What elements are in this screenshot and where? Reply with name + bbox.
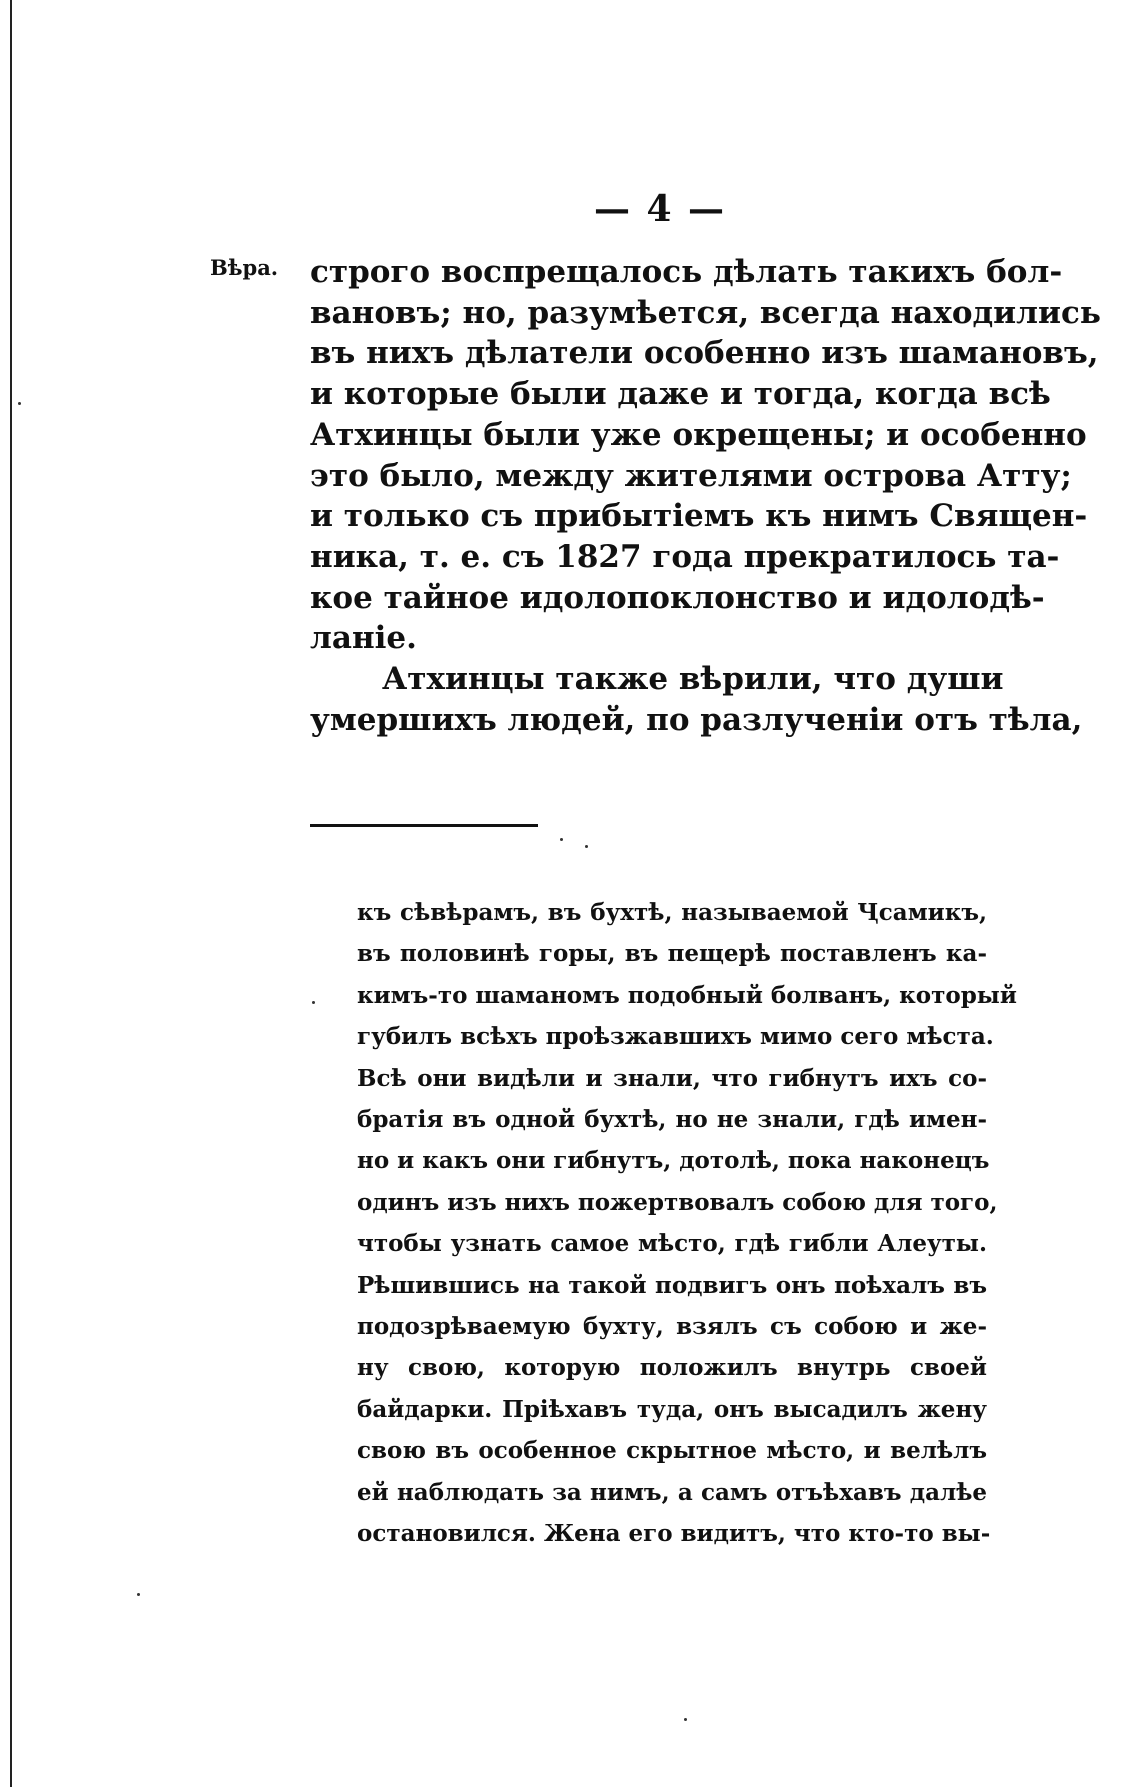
footnote-line: но и какъ они гибнутъ, дотолѣ, пока наконецъ [357,1147,990,1175]
main-text-line: строго воспрещалось дѣлать такихъ бол- [310,254,1063,290]
footnote-line: братія въ одной бухтѣ, но не знали, гдѣ имен- [357,1106,987,1134]
footnote-line: къ сѣвѣрамъ, въ бухтѣ, называемой Ҷсамикъ, [357,899,987,926]
main-text [310,252,1101,740]
page-number: — 4 — [593,188,727,230]
scan-speck [585,845,588,848]
scan-speck [18,402,21,405]
footnote-line: въ половинѣ горы, въ пещерѣ поставленъ ка- [357,940,987,968]
footnote-separator-rule [310,824,538,827]
footnote [357,892,1017,1555]
footnote-line: ей наблюдать за нимъ, а самъ отъѣхавъ далѣе [357,1478,987,1506]
page-edge-line [10,0,12,1787]
main-text-line: умершихъ людей, по разлученіи отъ тѣла, [310,701,1083,738]
footnote-line: кимъ-то шаманомъ подобный болванъ, который [357,981,1017,1009]
scan-speck [137,1593,140,1596]
main-text-line: ника, т. е. съ 1827 года прекратилось та- [310,538,1060,575]
footnote-line: остановился. Жена его видитъ, что кто-то вы- [357,1520,991,1548]
footnote-line: ну свою, которую положилъ внутрь своей [357,1354,987,1382]
main-text-line: Атхинцы были уже окрещены; и особенно [310,416,1087,453]
main-text-line: Атхинцы также вѣрили, что души [382,661,1004,698]
main-text-line: это было, между жителями острова Атту; [310,457,1072,494]
footnote-line: чтобы узнать самое мѣсто, гдѣ гибли Алеуты. [357,1230,987,1258]
scan-speck [684,1718,687,1721]
footnote-line: Рѣшившись на такой подвигъ онъ поѣхалъ въ [357,1271,987,1299]
main-text-line: и только съ прибытіемъ къ нимъ Священ- [310,498,1088,535]
footnote-line: одинъ изъ нихъ пожертвовалъ собою для того, [357,1188,998,1216]
main-text-line: и которые были даже и тогда, когда всѣ [310,376,1051,413]
main-text-line: кое тайное идолопоклонство и идолодѣ- [310,579,1045,616]
main-text-line: ланіе. [310,620,417,657]
footnote-line: свою въ особенное скрытное мѣсто, и велѣлъ [357,1437,987,1465]
scan-speck [312,1001,315,1004]
margin-note: Вѣра. [210,255,279,280]
footnote-line: губилъ всѣхъ проѣзжавшихъ мимо сего мѣста. [357,1023,994,1051]
main-text-line: вановъ; но, разумѣется, всегда находились [310,294,1101,331]
footnote-line: байдарки. Пріѣхавъ туда, онъ высадилъ жену [357,1395,987,1423]
footnote-line: Всѣ они видѣли и знали, что гибнутъ ихъ со- [357,1064,987,1092]
footnote-line: подозрѣваемую бухту, взялъ съ собою и же- [357,1313,987,1341]
main-text-line: въ нихъ дѣлатели особенно изъ шамановъ, [310,335,1099,372]
scan-speck [560,838,563,841]
